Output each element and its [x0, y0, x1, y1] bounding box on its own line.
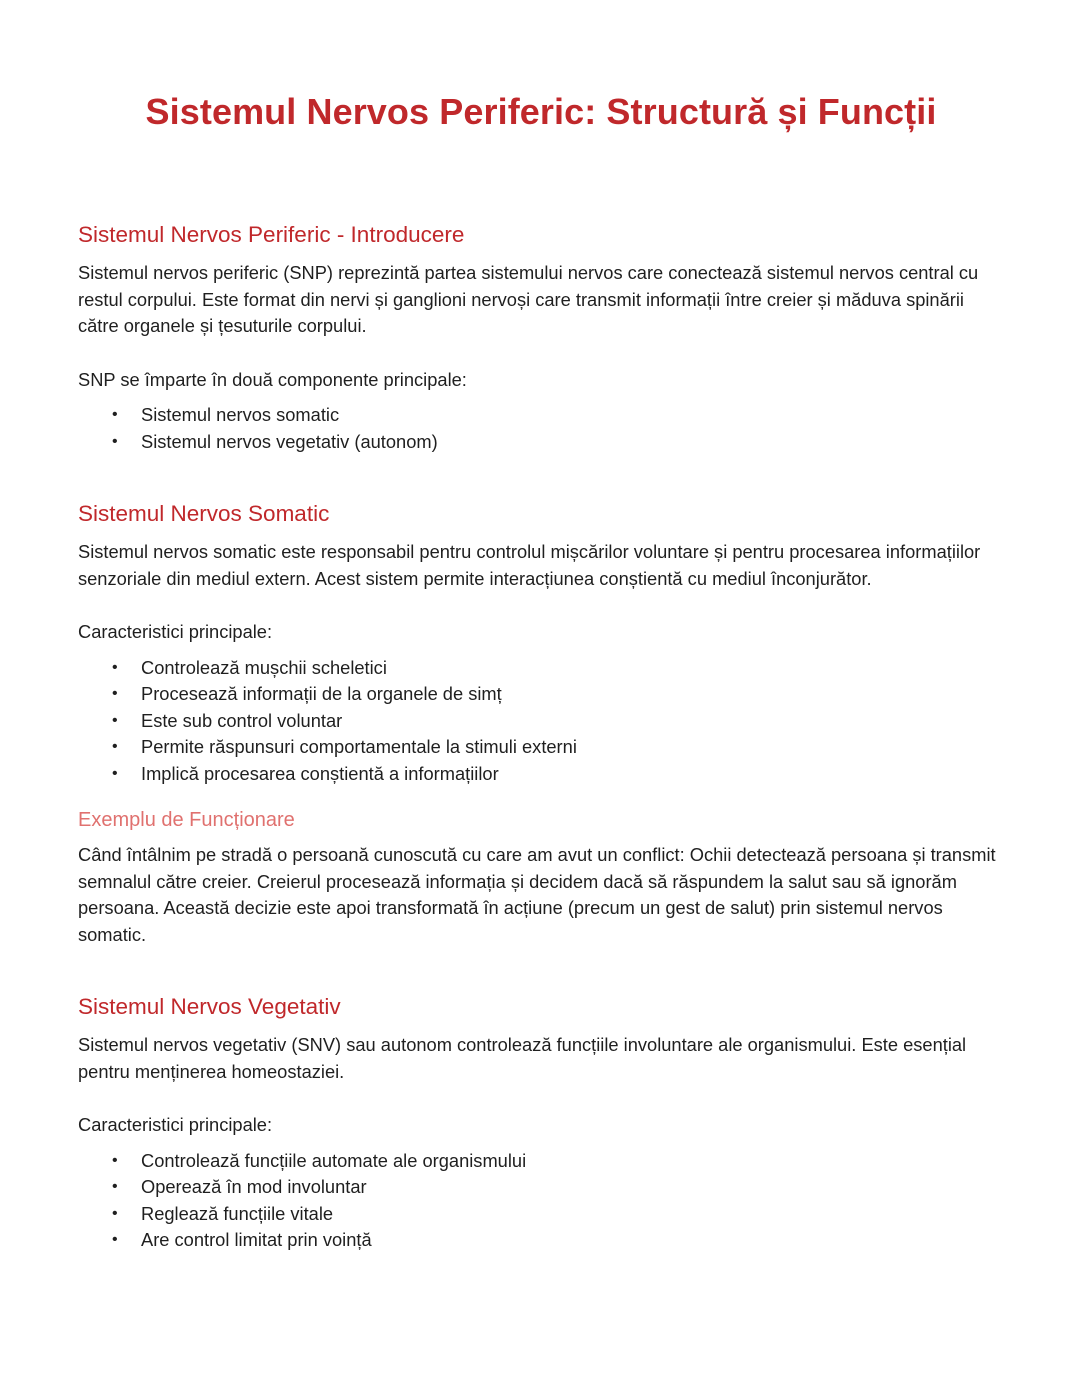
bullet-icon: • [112, 738, 118, 755]
list-item [78, 708, 1004, 735]
example-paragraph: Când întâlnim pe stradă o persoană cunoscută cu care am avut un conflict: Ochii detectează persoana și transmit semnalul către creier. Creierul procesează informația și decidem dacă să răspundem la salut sau să ignorăm persoana. Această decizie este apoi transformată în acțiune (precum un gest de salut) prin sistemul nervos somatic. [78, 844, 996, 945]
list-item-text: Controlează funcțiile automate ale organismului [141, 1149, 527, 1171]
section-introduction [78, 220, 1004, 455]
list-item [78, 734, 1004, 761]
section-heading-somatic: Sistemul Nervos Somatic [78, 501, 330, 526]
list-item [78, 1201, 1004, 1228]
introduction-list-intro: SNP se împarte în două componente principale: [78, 368, 467, 390]
somatic-list [78, 655, 1004, 788]
section-example [78, 806, 1004, 948]
page-title: Sistemul Nervos Periferic: Structură și Funcții [145, 91, 937, 132]
bullet-icon: • [112, 764, 118, 782]
section-heading-vegetative: Sistemul Nervos Vegetativ [78, 994, 341, 1019]
vegetative-paragraph: Sistemul nervos vegetativ (SNV) sau autonom controlează funcțiile involuntare ale organismului. Este esențial pentru menținerea homeostaziei. [78, 1034, 967, 1082]
list-item-text: Implică procesarea conștientă a informațiilor [141, 762, 499, 784]
subsection-heading-example: Exemplu de Funcționare [78, 809, 295, 831]
list-item-text: Controlează mușchii scheletici [141, 656, 387, 678]
bullet-icon: • [112, 406, 118, 423]
list-item [78, 1174, 1004, 1201]
list-item-text: Sistemul nervos vegetativ (autonom) [141, 430, 438, 452]
list-item [78, 655, 1004, 682]
section-heading-introduction: Sistemul Nervos Periferic - Introducere [78, 222, 465, 247]
bullet-icon: • [112, 685, 118, 702]
list-item [78, 761, 1004, 788]
vegetative-list-intro: Caracteristici principale: [78, 1114, 273, 1135]
bullet-icon: • [112, 1151, 118, 1169]
list-item-text: Reglează funcțiile vitale [141, 1202, 334, 1224]
list-item-text: Are control limitat prin voință [141, 1229, 372, 1250]
somatic-paragraph: Sistemul nervos somatic este responsabil pentru controlul mișcărilor voluntare și pentru procesarea informațiilor senzoriale din mediul extern. Acest sistem permite interacțiunea conștientă cu mediul înconjurător. [78, 541, 981, 589]
list-item-text: Permite răspunsuri comportamentale la stimuli externi [141, 736, 577, 757]
list-item-text: Operează în mod involuntar [141, 1176, 367, 1197]
bullet-icon: • [112, 1231, 118, 1248]
list-item-text: Procesează informații de la organele de simț [141, 683, 502, 704]
introduction-list [78, 402, 1004, 455]
list-item [78, 1148, 1004, 1175]
list-item [78, 429, 1004, 456]
vegetative-list [78, 1148, 1004, 1254]
list-item [78, 402, 1004, 429]
list-item-text: Este sub control voluntar [141, 709, 343, 731]
section-somatic [78, 499, 1004, 787]
list-item [78, 681, 1004, 708]
bullet-icon: • [112, 432, 118, 450]
bullet-icon: • [112, 658, 118, 676]
bullet-icon: • [112, 1204, 118, 1222]
introduction-paragraph: Sistemul nervos periferic (SNP) reprezintă partea sistemului nervos care conectează sistemul nervos central cu restul corpului. Este format din nervi și ganglioni nervoși care transmit informații între creier și măduva spinării către organele și țesuturile corpului. [78, 262, 979, 336]
bullet-icon: • [112, 1178, 118, 1195]
section-vegetative [78, 992, 1004, 1254]
list-item [78, 1227, 1004, 1254]
bullet-icon: • [112, 711, 118, 729]
somatic-list-intro: Caracteristici principale: [78, 621, 273, 642]
list-item-text: Sistemul nervos somatic [141, 404, 340, 425]
